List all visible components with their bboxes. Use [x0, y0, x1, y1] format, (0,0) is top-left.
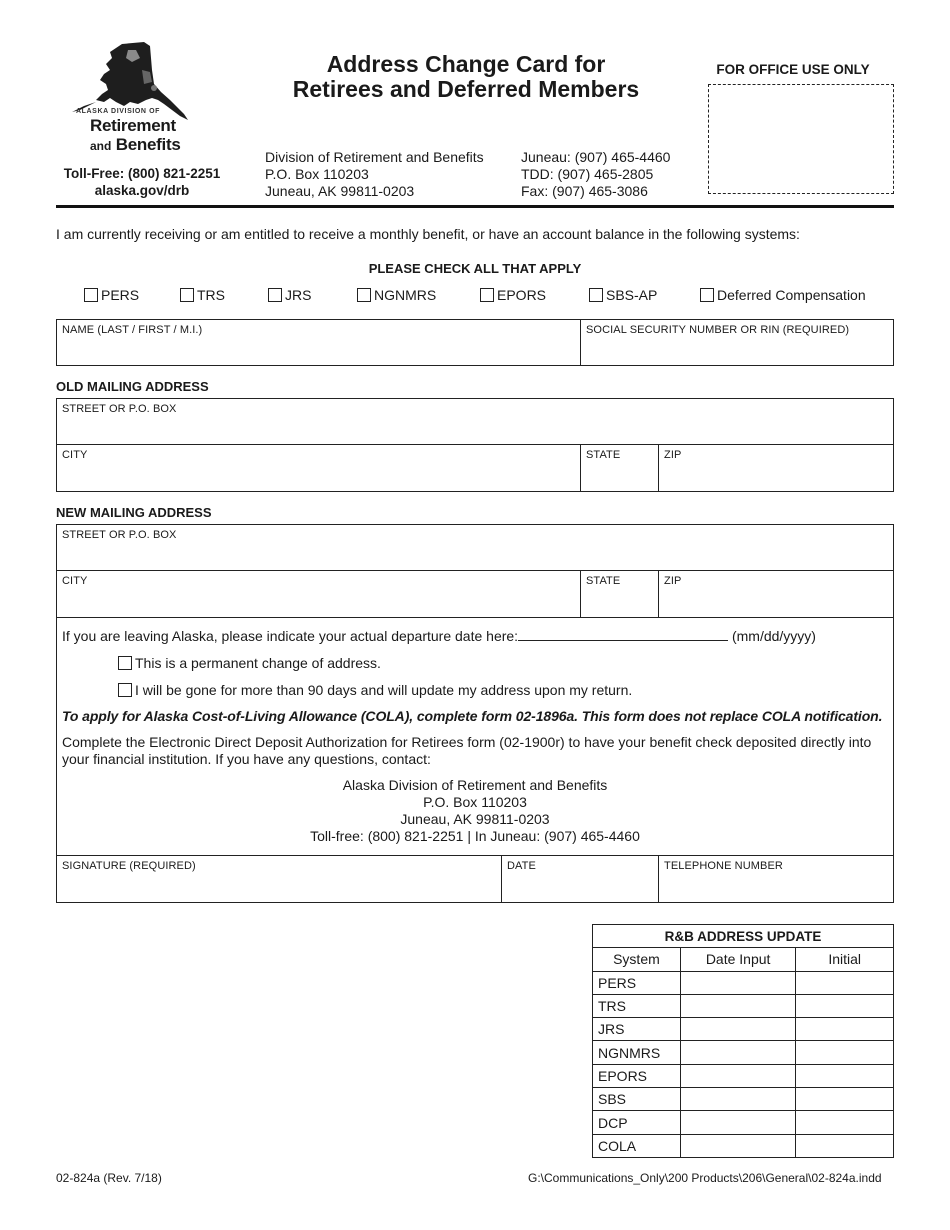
table-caption: R&B ADDRESS UPDATE: [593, 925, 894, 948]
initial-cell[interactable]: [796, 971, 894, 994]
initial-cell[interactable]: [796, 1041, 894, 1064]
header-divider: [56, 205, 894, 208]
permanent-change-option[interactable]: This is a permanent change of address.: [118, 655, 381, 671]
rb-address-update-table: [592, 924, 894, 1158]
office-use-box: [708, 84, 894, 194]
system-checkbox-epors[interactable]: EPORS: [480, 287, 546, 303]
initial-cell[interactable]: [796, 1134, 894, 1157]
checkbox[interactable]: [589, 288, 603, 302]
system-checkbox-deferred-comp[interactable]: Deferred Compensation: [700, 287, 866, 303]
old-street-field[interactable]: STREET OR P.O. BOX: [56, 398, 894, 445]
file-path: G:\Communications_Only\200 Products\206\General\02-824a.indd: [528, 1171, 882, 1185]
system-checkbox-trs[interactable]: TRS: [180, 287, 225, 303]
checkbox[interactable]: [700, 288, 714, 302]
old-city-field[interactable]: CITY: [56, 444, 581, 492]
old-state-field[interactable]: STATE: [580, 444, 659, 492]
table-row: SBS: [593, 1088, 894, 1111]
date-input-cell[interactable]: [680, 1041, 795, 1064]
signature-field[interactable]: SIGNATURE (REQUIRED): [56, 855, 502, 903]
contact-address: Alaska Division of Retirement and Benefits P.O. Box 110203 Juneau, AK 99811-0203 Toll-free: (800) 821-2251 | In Juneau: (907) 465-4460: [310, 777, 640, 844]
checkbox[interactable]: [118, 683, 132, 697]
column-header: Initial: [796, 948, 894, 971]
temporary-change-option[interactable]: I will be gone for more than 90 days and will update my address upon my return.: [118, 682, 632, 698]
table-row: EPORS: [593, 1064, 894, 1087]
logo-wordmark-retirement: Retirement: [90, 116, 176, 135]
date-input-cell[interactable]: [680, 971, 795, 994]
intro-text: I am currently receiving or am entitled to receive a monthly benefit, or have an account balance in the following systems:: [56, 226, 800, 242]
old-zip-field[interactable]: ZIP: [658, 444, 894, 492]
system-checkbox-ngnmrs[interactable]: NGNMRS: [357, 287, 436, 303]
new-street-field[interactable]: STREET OR P.O. BOX: [56, 524, 894, 571]
date-input-cell[interactable]: [680, 1064, 795, 1087]
name-field[interactable]: NAME (LAST / FIRST / M.I.): [56, 319, 581, 366]
checkbox[interactable]: [268, 288, 282, 302]
tollfree-contact: Toll-Free: (800) 821-2251 alaska.gov/drb: [56, 165, 228, 199]
departure-line: If you are leaving Alaska, please indicate your actual departure date here: (mm/dd/yyyy): [62, 628, 816, 644]
form-number: 02-824a (Rev. 7/18): [56, 1171, 162, 1185]
table-row: TRS: [593, 994, 894, 1017]
new-zip-field[interactable]: ZIP: [658, 570, 894, 618]
website-link[interactable]: alaska.gov/drb: [94, 183, 190, 198]
direct-deposit-note: Complete the Electronic Direct Deposit Authorization for Retirees form (02-1900r) to have your benefit check deposited directly into your financial institution. If you have any questions, contact:: [62, 734, 872, 767]
table-row: DCP: [593, 1111, 894, 1134]
date-input-cell[interactable]: [680, 994, 795, 1017]
departure-date-input[interactable]: [518, 628, 728, 641]
division-address: Division of Retirement and Benefits P.O. Box 110203 Juneau, AK 99811-0203: [265, 149, 484, 199]
date-input-cell[interactable]: [680, 1088, 795, 1111]
system-checkbox-jrs[interactable]: JRS: [268, 287, 311, 303]
initial-cell[interactable]: [796, 1064, 894, 1087]
table-row: PERS: [593, 971, 894, 994]
date-input-cell[interactable]: [680, 1134, 795, 1157]
check-all-heading: PLEASE CHECK ALL THAT APPLY: [368, 261, 582, 276]
telephone-field[interactable]: TELEPHONE NUMBER: [658, 855, 894, 903]
ssn-field[interactable]: SOCIAL SECURITY NUMBER OR RIN (REQUIRED): [580, 319, 894, 366]
logo-caption: ALASKA DIVISION OF: [76, 108, 161, 115]
new-city-field[interactable]: CITY: [56, 570, 581, 618]
table-row: NGNMRS: [593, 1041, 894, 1064]
old-address-heading: OLD MAILING ADDRESS: [56, 379, 209, 394]
initial-cell[interactable]: [796, 1111, 894, 1134]
system-checkbox-sbs-ap[interactable]: SBS-AP: [589, 287, 657, 303]
initial-cell[interactable]: [796, 1018, 894, 1041]
checkbox[interactable]: [180, 288, 194, 302]
date-field[interactable]: DATE: [501, 855, 659, 903]
checkbox[interactable]: [357, 288, 371, 302]
column-header: System: [593, 948, 681, 971]
office-use-label: FOR OFFICE USE ONLY: [716, 62, 870, 77]
checkbox[interactable]: [118, 656, 132, 670]
cola-note: To apply for Alaska Cost-of-Living Allowance (COLA), complete form 02-1896a. This form does not replace COLA notification.: [62, 708, 883, 724]
checkbox[interactable]: [480, 288, 494, 302]
table-row: COLA: [593, 1134, 894, 1157]
division-phones: Juneau: (907) 465-4460 TDD: (907) 465-2805 Fax: (907) 465-3086: [521, 149, 671, 199]
logo-wordmark-benefits: and Benefits: [90, 135, 181, 154]
system-checkbox-pers[interactable]: PERS: [84, 287, 139, 303]
new-address-heading: NEW MAILING ADDRESS: [56, 505, 212, 520]
new-state-field[interactable]: STATE: [580, 570, 659, 618]
page-title: Address Change Card for Retirees and Deferred Members: [292, 51, 640, 102]
initial-cell[interactable]: [796, 994, 894, 1017]
date-input-cell[interactable]: [680, 1111, 795, 1134]
initial-cell[interactable]: [796, 1088, 894, 1111]
column-header: Date Input: [680, 948, 795, 971]
table-row: JRS: [593, 1018, 894, 1041]
date-input-cell[interactable]: [680, 1018, 795, 1041]
checkbox[interactable]: [84, 288, 98, 302]
